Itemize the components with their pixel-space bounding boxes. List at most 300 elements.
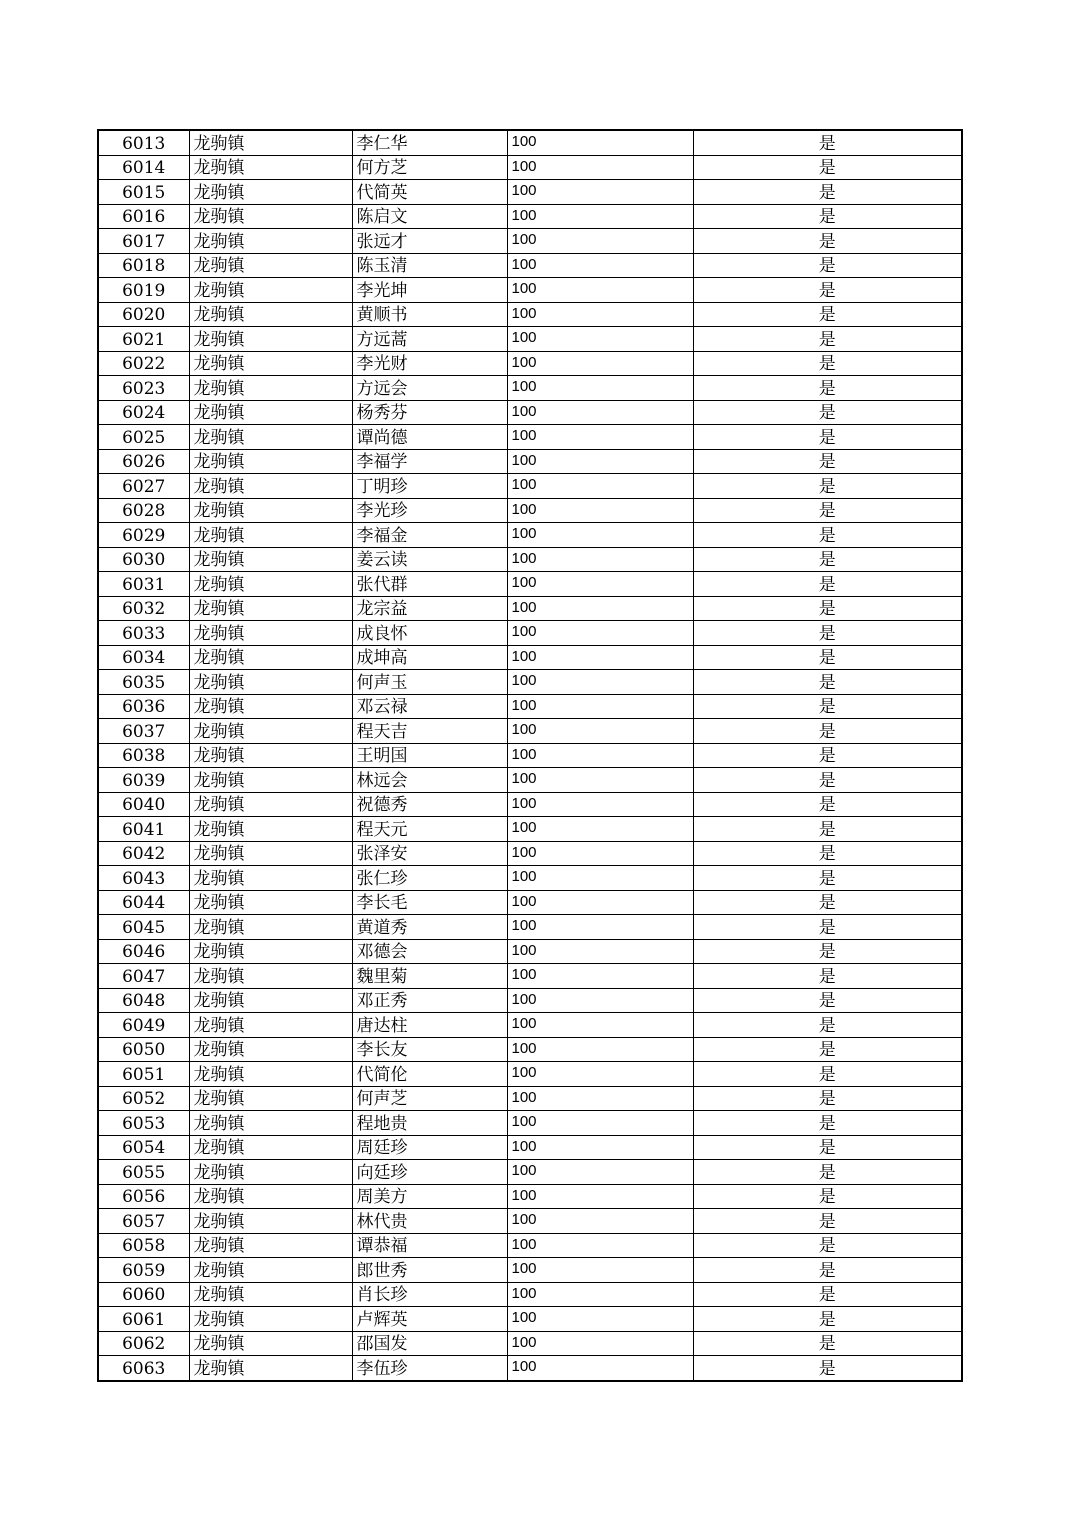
cell-flag: 是 [693,327,962,352]
table-row [98,841,962,866]
cell-name: 程天吉 [352,719,507,744]
cell-flag: 是 [693,278,962,303]
cell-flag: 是 [693,866,962,891]
cell-name: 邵国发 [352,1331,507,1356]
cell-name: 卢辉英 [352,1307,507,1332]
cell-amount: 100 [507,694,693,719]
cell-flag: 是 [693,743,962,768]
cell-amount: 100 [507,988,693,1013]
cell-flag: 是 [693,1086,962,1111]
table-row [98,278,962,303]
table-row [98,890,962,915]
table-row [98,204,962,229]
cell-id: 6038 [98,743,189,768]
cell-id: 6039 [98,768,189,793]
cell-amount: 100 [507,939,693,964]
table-row [98,621,962,646]
cell-name: 祝德秀 [352,792,507,817]
cell-amount: 100 [507,645,693,670]
cell-flag: 是 [693,498,962,523]
table-row [98,817,962,842]
cell-town: 龙驹镇 [189,155,352,180]
cell-amount: 100 [507,204,693,229]
cell-flag: 是 [693,1356,962,1381]
cell-id: 6027 [98,474,189,499]
cell-name: 张代群 [352,572,507,597]
table-row [98,474,962,499]
cell-town: 龙驹镇 [189,204,352,229]
cell-id: 6017 [98,229,189,254]
table-row [98,449,962,474]
cell-name: 陈启文 [352,204,507,229]
cell-name: 张泽安 [352,841,507,866]
cell-amount: 100 [507,1258,693,1283]
cell-town: 龙驹镇 [189,890,352,915]
cell-name: 周廷珍 [352,1135,507,1160]
cell-id: 6062 [98,1331,189,1356]
cell-town: 龙驹镇 [189,547,352,572]
cell-flag: 是 [693,180,962,205]
cell-name: 李光坤 [352,278,507,303]
cell-name: 何声芝 [352,1086,507,1111]
table-row [98,939,962,964]
cell-town: 龙驹镇 [189,253,352,278]
cell-amount: 100 [507,1111,693,1136]
cell-amount: 100 [507,278,693,303]
table-row [98,596,962,621]
cell-name: 林代贵 [352,1209,507,1234]
cell-amount: 100 [507,670,693,695]
cell-name: 邓云禄 [352,694,507,719]
table-row [98,523,962,548]
cell-amount: 100 [507,596,693,621]
cell-id: 6049 [98,1013,189,1038]
cell-id: 6048 [98,988,189,1013]
cell-flag: 是 [693,1331,962,1356]
table-row [98,1086,962,1111]
cell-id: 6037 [98,719,189,744]
table-row [98,547,962,572]
cell-town: 龙驹镇 [189,474,352,499]
cell-name: 谭尚德 [352,425,507,450]
cell-name: 王明国 [352,743,507,768]
cell-id: 6053 [98,1111,189,1136]
cell-name: 林远会 [352,768,507,793]
cell-amount: 100 [507,964,693,989]
table-row [98,1209,962,1234]
cell-name: 谭恭福 [352,1233,507,1258]
cell-flag: 是 [693,400,962,425]
cell-town: 龙驹镇 [189,1282,352,1307]
table-row [98,719,962,744]
cell-name: 代简英 [352,180,507,205]
table-row [98,792,962,817]
table-row [98,351,962,376]
cell-amount: 100 [507,376,693,401]
table-row [98,645,962,670]
cell-amount: 100 [507,523,693,548]
table-row [98,694,962,719]
subsidy-table [97,129,963,1382]
cell-id: 6050 [98,1037,189,1062]
cell-id: 6032 [98,596,189,621]
cell-flag: 是 [693,547,962,572]
cell-amount: 100 [507,498,693,523]
table-row [98,1258,962,1283]
cell-name: 邓德会 [352,939,507,964]
cell-flag: 是 [693,229,962,254]
cell-id: 6023 [98,376,189,401]
cell-id: 6054 [98,1135,189,1160]
cell-town: 龙驹镇 [189,817,352,842]
cell-flag: 是 [693,841,962,866]
cell-name: 李长友 [352,1037,507,1062]
cell-id: 6046 [98,939,189,964]
cell-id: 6016 [98,204,189,229]
cell-id: 6034 [98,645,189,670]
cell-amount: 100 [507,1135,693,1160]
cell-id: 6051 [98,1062,189,1087]
cell-name: 向廷珍 [352,1160,507,1185]
cell-name: 程地贵 [352,1111,507,1136]
table-row [98,1037,962,1062]
cell-flag: 是 [693,890,962,915]
cell-flag: 是 [693,621,962,646]
cell-town: 龙驹镇 [189,743,352,768]
cell-town: 龙驹镇 [189,229,352,254]
cell-amount: 100 [507,1160,693,1185]
cell-name: 代简伦 [352,1062,507,1087]
cell-town: 龙驹镇 [189,180,352,205]
table-row [98,1184,962,1209]
cell-amount: 100 [507,915,693,940]
cell-id: 6044 [98,890,189,915]
cell-name: 李福金 [352,523,507,548]
table-row [98,670,962,695]
cell-name: 程天元 [352,817,507,842]
cell-town: 龙驹镇 [189,327,352,352]
table-row [98,572,962,597]
table-row [98,768,962,793]
cell-id: 6018 [98,253,189,278]
cell-name: 丁明珍 [352,474,507,499]
table-row [98,1062,962,1087]
table-row [98,1331,962,1356]
cell-name: 郎世秀 [352,1258,507,1283]
cell-flag: 是 [693,1307,962,1332]
cell-town: 龙驹镇 [189,719,352,744]
cell-flag: 是 [693,253,962,278]
cell-flag: 是 [693,719,962,744]
cell-flag: 是 [693,425,962,450]
cell-name: 何方芝 [352,155,507,180]
cell-name: 黄顺书 [352,302,507,327]
cell-id: 6029 [98,523,189,548]
table-row [98,425,962,450]
cell-town: 龙驹镇 [189,694,352,719]
cell-town: 龙驹镇 [189,1233,352,1258]
cell-amount: 100 [507,1184,693,1209]
cell-town: 龙驹镇 [189,1258,352,1283]
cell-id: 6061 [98,1307,189,1332]
cell-amount: 100 [507,253,693,278]
cell-town: 龙驹镇 [189,645,352,670]
cell-town: 龙驹镇 [189,1184,352,1209]
cell-id: 6014 [98,155,189,180]
cell-id: 6057 [98,1209,189,1234]
cell-town: 龙驹镇 [189,1037,352,1062]
cell-id: 6059 [98,1258,189,1283]
cell-name: 李光珍 [352,498,507,523]
table-row [98,866,962,891]
cell-town: 龙驹镇 [189,939,352,964]
cell-town: 龙驹镇 [189,841,352,866]
cell-amount: 100 [507,229,693,254]
cell-town: 龙驹镇 [189,1209,352,1234]
cell-id: 6056 [98,1184,189,1209]
cell-id: 6022 [98,351,189,376]
cell-amount: 100 [507,866,693,891]
table-row [98,229,962,254]
cell-flag: 是 [693,474,962,499]
cell-name: 杨秀芬 [352,400,507,425]
table-row [98,376,962,401]
cell-name: 龙宗益 [352,596,507,621]
cell-amount: 100 [507,890,693,915]
cell-id: 6020 [98,302,189,327]
cell-id: 6015 [98,180,189,205]
cell-amount: 100 [507,1282,693,1307]
cell-name: 邓正秀 [352,988,507,1013]
cell-flag: 是 [693,572,962,597]
cell-town: 龙驹镇 [189,768,352,793]
cell-amount: 100 [507,547,693,572]
cell-town: 龙驹镇 [189,670,352,695]
cell-amount: 100 [507,1233,693,1258]
cell-amount: 100 [507,130,693,155]
cell-amount: 100 [507,351,693,376]
cell-id: 6063 [98,1356,189,1381]
cell-name: 方远蒿 [352,327,507,352]
cell-town: 龙驹镇 [189,915,352,940]
cell-name: 李福学 [352,449,507,474]
cell-name: 张仁珍 [352,866,507,891]
cell-id: 6041 [98,817,189,842]
cell-town: 龙驹镇 [189,376,352,401]
cell-town: 龙驹镇 [189,1135,352,1160]
cell-id: 6060 [98,1282,189,1307]
cell-amount: 100 [507,400,693,425]
cell-name: 何声玉 [352,670,507,695]
cell-name: 李长毛 [352,890,507,915]
cell-amount: 100 [507,1086,693,1111]
table-row [98,743,962,768]
cell-amount: 100 [507,719,693,744]
cell-id: 6042 [98,841,189,866]
cell-amount: 100 [507,743,693,768]
cell-id: 6035 [98,670,189,695]
cell-amount: 100 [507,180,693,205]
cell-town: 龙驹镇 [189,425,352,450]
cell-flag: 是 [693,1282,962,1307]
cell-id: 6028 [98,498,189,523]
cell-town: 龙驹镇 [189,449,352,474]
cell-town: 龙驹镇 [189,964,352,989]
cell-town: 龙驹镇 [189,351,352,376]
cell-id: 6036 [98,694,189,719]
cell-flag: 是 [693,645,962,670]
cell-town: 龙驹镇 [189,1013,352,1038]
cell-amount: 100 [507,768,693,793]
cell-flag: 是 [693,1160,962,1185]
cell-id: 6052 [98,1086,189,1111]
cell-town: 龙驹镇 [189,400,352,425]
cell-id: 6045 [98,915,189,940]
table-row [98,1160,962,1185]
cell-amount: 100 [507,1062,693,1087]
cell-town: 龙驹镇 [189,1086,352,1111]
cell-town: 龙驹镇 [189,1111,352,1136]
cell-town: 龙驹镇 [189,621,352,646]
cell-flag: 是 [693,1135,962,1160]
cell-id: 6031 [98,572,189,597]
cell-town: 龙驹镇 [189,498,352,523]
cell-flag: 是 [693,376,962,401]
cell-flag: 是 [693,1037,962,1062]
cell-name: 李仁华 [352,130,507,155]
cell-town: 龙驹镇 [189,792,352,817]
cell-flag: 是 [693,523,962,548]
cell-flag: 是 [693,596,962,621]
cell-flag: 是 [693,130,962,155]
cell-id: 6058 [98,1233,189,1258]
table-row [98,1282,962,1307]
cell-id: 6033 [98,621,189,646]
cell-id: 6047 [98,964,189,989]
cell-flag: 是 [693,1233,962,1258]
cell-id: 6019 [98,278,189,303]
cell-id: 6055 [98,1160,189,1185]
cell-flag: 是 [693,204,962,229]
cell-town: 龙驹镇 [189,523,352,548]
cell-town: 龙驹镇 [189,302,352,327]
cell-town: 龙驹镇 [189,988,352,1013]
table-row [98,327,962,352]
table-row [98,1307,962,1332]
table-row [98,1013,962,1038]
cell-flag: 是 [693,1184,962,1209]
cell-amount: 100 [507,1356,693,1381]
table-row [98,253,962,278]
cell-town: 龙驹镇 [189,572,352,597]
cell-amount: 100 [507,1037,693,1062]
table-row [98,155,962,180]
table-body [98,130,962,1381]
cell-amount: 100 [507,1209,693,1234]
cell-name: 陈玉清 [352,253,507,278]
cell-flag: 是 [693,1209,962,1234]
cell-name: 方远会 [352,376,507,401]
cell-town: 龙驹镇 [189,130,352,155]
cell-flag: 是 [693,792,962,817]
table-row [98,180,962,205]
cell-town: 龙驹镇 [189,1307,352,1332]
cell-amount: 100 [507,474,693,499]
cell-id: 6013 [98,130,189,155]
cell-amount: 100 [507,621,693,646]
table-row [98,1111,962,1136]
cell-name: 李伍珍 [352,1356,507,1381]
cell-name: 李光财 [352,351,507,376]
cell-town: 龙驹镇 [189,1356,352,1381]
cell-amount: 100 [507,572,693,597]
cell-amount: 100 [507,1013,693,1038]
cell-id: 6043 [98,866,189,891]
cell-amount: 100 [507,327,693,352]
cell-id: 6026 [98,449,189,474]
table-row [98,400,962,425]
cell-amount: 100 [507,302,693,327]
cell-name: 肖长珍 [352,1282,507,1307]
cell-flag: 是 [693,964,962,989]
cell-amount: 100 [507,1331,693,1356]
cell-name: 姜云读 [352,547,507,572]
table-row [98,302,962,327]
cell-town: 龙驹镇 [189,596,352,621]
cell-id: 6040 [98,792,189,817]
cell-amount: 100 [507,1307,693,1332]
table-row [98,988,962,1013]
cell-flag: 是 [693,155,962,180]
cell-flag: 是 [693,351,962,376]
table-row [98,964,962,989]
cell-amount: 100 [507,425,693,450]
cell-town: 龙驹镇 [189,1062,352,1087]
cell-flag: 是 [693,817,962,842]
cell-amount: 100 [507,449,693,474]
cell-flag: 是 [693,1062,962,1087]
cell-name: 成良怀 [352,621,507,646]
cell-flag: 是 [693,449,962,474]
table-row [98,130,962,155]
cell-flag: 是 [693,694,962,719]
cell-town: 龙驹镇 [189,866,352,891]
cell-id: 6030 [98,547,189,572]
table-row [98,1135,962,1160]
cell-town: 龙驹镇 [189,1160,352,1185]
cell-town: 龙驹镇 [189,278,352,303]
table-row [98,1356,962,1381]
cell-name: 成坤高 [352,645,507,670]
table-row [98,498,962,523]
cell-name: 张远才 [352,229,507,254]
cell-flag: 是 [693,1013,962,1038]
cell-name: 黄道秀 [352,915,507,940]
table-row [98,1233,962,1258]
cell-town: 龙驹镇 [189,1331,352,1356]
cell-flag: 是 [693,1258,962,1283]
cell-flag: 是 [693,302,962,327]
cell-id: 6024 [98,400,189,425]
cell-flag: 是 [693,1111,962,1136]
cell-flag: 是 [693,915,962,940]
cell-name: 周美方 [352,1184,507,1209]
cell-flag: 是 [693,670,962,695]
cell-amount: 100 [507,155,693,180]
table-row [98,915,962,940]
cell-flag: 是 [693,988,962,1013]
cell-flag: 是 [693,939,962,964]
